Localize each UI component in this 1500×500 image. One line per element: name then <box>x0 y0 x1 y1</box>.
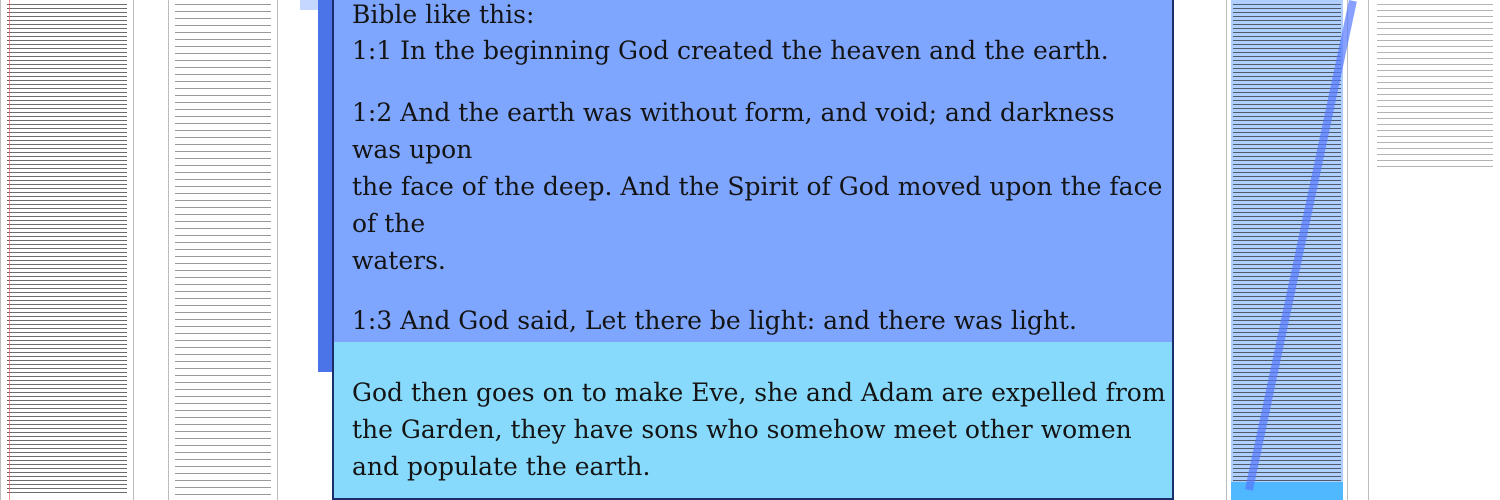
page-thumbnail-4[interactable] <box>1368 0 1500 500</box>
verse-line: the face of the deep. And the Spirit of God moved upon the face <box>352 172 1163 201</box>
commentary-line: God then goes on to make Eve, she and Adam are expelled from <box>352 378 1166 407</box>
verse-1-3 <box>352 302 1162 339</box>
verse-line: was upon <box>352 135 473 164</box>
margin-marker <box>9 0 10 500</box>
thumbnail-text-lines <box>7 4 127 496</box>
verse-line: waters. <box>352 246 446 275</box>
verse-1-2 <box>352 94 1162 279</box>
thumbnail-text-lines <box>1233 4 1341 496</box>
thumbnail-text-lines <box>1377 4 1493 170</box>
verse-1-1 <box>352 32 1162 69</box>
verse-line: 1:2 And the earth was without form, and void; and darkness <box>352 98 1115 127</box>
verse-line: 1:3 And God said, Let there be light: and there was light. <box>352 306 1077 335</box>
magnified-selection-panel <box>332 0 1174 500</box>
commentary-line: and populate the earth. <box>352 452 651 481</box>
intro-text <box>352 0 1162 33</box>
commentary-paragraph <box>352 374 1166 485</box>
page-thumbnail-2[interactable] <box>168 0 278 500</box>
verse-line: of the <box>352 209 426 238</box>
page-thumbnail-1[interactable] <box>0 0 134 500</box>
magnifier-pointer <box>318 0 332 372</box>
intro-line: Bible like this: <box>352 0 535 29</box>
verse-line: 1:1 In the beginning God created the heaven and the earth. <box>352 36 1109 65</box>
commentary-line: the Garden, they have sons who somehow meet other women <box>352 415 1132 444</box>
thumbnail-text-lines <box>175 4 271 496</box>
page-thumbnail-3[interactable] <box>1226 0 1348 500</box>
